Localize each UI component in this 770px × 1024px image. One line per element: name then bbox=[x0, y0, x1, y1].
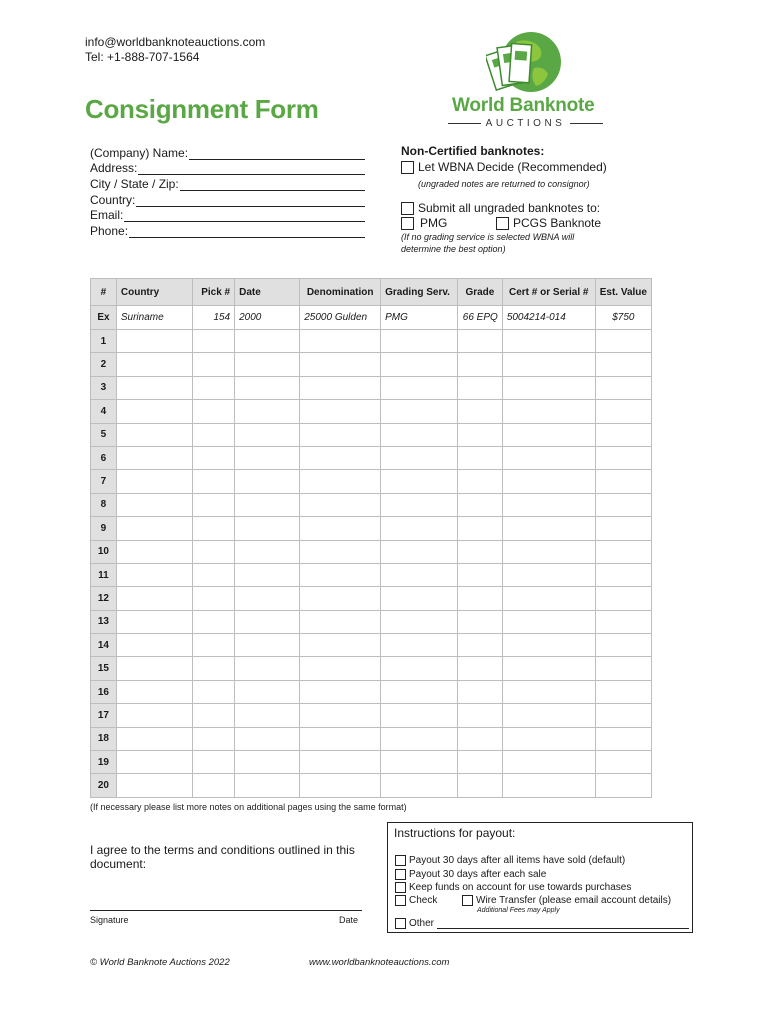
table-cell[interactable] bbox=[300, 470, 381, 493]
example-cell: 25000 Gulden bbox=[300, 306, 381, 330]
table-cell[interactable] bbox=[458, 727, 503, 750]
field-line[interactable] bbox=[180, 179, 365, 191]
table-cell[interactable] bbox=[300, 634, 381, 657]
table-cell[interactable] bbox=[300, 751, 381, 774]
col-header: Cert # or Serial # bbox=[502, 279, 595, 306]
table-row bbox=[91, 330, 652, 353]
row-number: 1 bbox=[91, 330, 117, 353]
table-cell[interactable] bbox=[116, 634, 192, 657]
table-row bbox=[91, 704, 652, 727]
table-cell[interactable] bbox=[502, 470, 595, 493]
table-cell[interactable] bbox=[595, 704, 651, 727]
table-body bbox=[91, 306, 652, 798]
payout-method-row bbox=[395, 894, 671, 907]
field-line[interactable] bbox=[136, 195, 365, 207]
table-cell[interactable] bbox=[193, 517, 235, 540]
table-note: (If necessary please list more notes on additional pages using the same format) bbox=[90, 802, 407, 812]
table-cell[interactable] bbox=[235, 446, 300, 469]
table-cell[interactable] bbox=[502, 423, 595, 446]
table-row bbox=[91, 563, 652, 586]
table-cell[interactable] bbox=[595, 330, 651, 353]
email-field[interactable] bbox=[90, 207, 365, 223]
table-cell[interactable] bbox=[193, 563, 235, 586]
table-cell[interactable] bbox=[381, 563, 458, 586]
table-cell[interactable] bbox=[193, 470, 235, 493]
table-cell[interactable] bbox=[116, 751, 192, 774]
table-cell[interactable] bbox=[116, 680, 192, 703]
table-cell[interactable] bbox=[300, 423, 381, 446]
table-cell[interactable] bbox=[381, 330, 458, 353]
table-cell[interactable] bbox=[595, 634, 651, 657]
table-cell[interactable] bbox=[235, 470, 300, 493]
table-row bbox=[91, 657, 652, 680]
row-number: 5 bbox=[91, 423, 117, 446]
table-cell[interactable] bbox=[595, 587, 651, 610]
table-cell[interactable] bbox=[381, 727, 458, 750]
table-cell[interactable] bbox=[502, 493, 595, 516]
field-label: City / State / Zip: bbox=[90, 177, 179, 192]
table-cell[interactable] bbox=[300, 774, 381, 797]
country-field[interactable] bbox=[90, 191, 365, 207]
table-cell[interactable] bbox=[381, 423, 458, 446]
table-cell[interactable] bbox=[116, 423, 192, 446]
payout-option-keep-funds[interactable] bbox=[395, 881, 671, 894]
no-service-note: (If no grading service is selected WBNA will determine the best option) bbox=[401, 232, 575, 254]
table-cell[interactable] bbox=[458, 634, 503, 657]
table-cell[interactable] bbox=[381, 353, 458, 376]
example-cell: 5004214-014 bbox=[502, 306, 595, 330]
table-row bbox=[91, 376, 652, 399]
table-cell[interactable] bbox=[458, 563, 503, 586]
payout-instructions-box bbox=[387, 822, 693, 933]
field-line[interactable] bbox=[189, 148, 365, 160]
row-number: 6 bbox=[91, 446, 117, 469]
example-cell: 154 bbox=[193, 306, 235, 330]
table-cell[interactable] bbox=[235, 540, 300, 563]
table-cell[interactable] bbox=[300, 330, 381, 353]
table-row bbox=[91, 727, 652, 750]
pmg-label: PMG bbox=[420, 216, 448, 230]
row-number: 10 bbox=[91, 540, 117, 563]
table-cell[interactable] bbox=[381, 751, 458, 774]
decide-note: (ungraded notes are returned to consignor) bbox=[418, 179, 590, 189]
signature-line[interactable] bbox=[90, 910, 362, 911]
table-cell[interactable] bbox=[116, 727, 192, 750]
table-cell[interactable] bbox=[595, 680, 651, 703]
table-cell[interactable] bbox=[193, 634, 235, 657]
col-header: Grade bbox=[458, 279, 503, 306]
option-label: Payout 30 days after each sale bbox=[409, 868, 547, 880]
table-cell[interactable] bbox=[193, 727, 235, 750]
table-cell[interactable] bbox=[193, 540, 235, 563]
field-line[interactable] bbox=[129, 226, 365, 238]
form-title: Consignment Form bbox=[85, 94, 319, 124]
table-row bbox=[91, 470, 652, 493]
row-number: 9 bbox=[91, 517, 117, 540]
table-cell[interactable] bbox=[595, 423, 651, 446]
table-cell[interactable] bbox=[300, 704, 381, 727]
table-row bbox=[91, 540, 652, 563]
row-number: 11 bbox=[91, 563, 117, 586]
table-cell[interactable] bbox=[116, 563, 192, 586]
globe-banknote-icon bbox=[486, 28, 561, 96]
table-cell[interactable] bbox=[235, 376, 300, 399]
table-cell[interactable] bbox=[116, 704, 192, 727]
table-cell[interactable] bbox=[300, 446, 381, 469]
col-header: Est. Value bbox=[595, 279, 651, 306]
payout-option-other[interactable] bbox=[395, 917, 689, 929]
table-cell[interactable] bbox=[502, 610, 595, 633]
table-cell[interactable] bbox=[300, 376, 381, 399]
pcgs-label: PCGS Banknote bbox=[513, 216, 602, 230]
table-cell[interactable] bbox=[595, 517, 651, 540]
table-cell[interactable] bbox=[381, 540, 458, 563]
non-certified-section bbox=[401, 144, 641, 255]
table-cell[interactable] bbox=[502, 727, 595, 750]
table-row bbox=[91, 587, 652, 610]
checkbox[interactable] bbox=[395, 855, 406, 866]
col-header: # bbox=[91, 279, 117, 306]
table-cell[interactable] bbox=[235, 353, 300, 376]
option-label: Let WBNA Decide (Recommended) bbox=[418, 160, 607, 174]
table-cell[interactable] bbox=[458, 680, 503, 703]
table-cell[interactable] bbox=[235, 517, 300, 540]
table-cell[interactable] bbox=[502, 446, 595, 469]
col-header: Date bbox=[235, 279, 300, 306]
table-cell[interactable] bbox=[381, 493, 458, 516]
table-cell[interactable] bbox=[193, 587, 235, 610]
table-cell[interactable] bbox=[502, 376, 595, 399]
table-header-row bbox=[91, 279, 652, 306]
table-cell[interactable] bbox=[300, 727, 381, 750]
option-submit-ungraded[interactable] bbox=[401, 201, 641, 215]
row-number: 15 bbox=[91, 657, 117, 680]
agreement-text: I agree to the terms and conditions outlined in this document: bbox=[90, 843, 355, 871]
table-cell[interactable] bbox=[458, 587, 503, 610]
table-row bbox=[91, 353, 652, 376]
example-cell: $750 bbox=[595, 306, 651, 330]
row-number: Ex bbox=[91, 306, 117, 330]
table-cell[interactable] bbox=[116, 493, 192, 516]
col-header: Grading Serv. bbox=[381, 279, 458, 306]
brand-logo bbox=[448, 28, 603, 133]
other-label: Other bbox=[409, 918, 435, 929]
pmg-checkbox[interactable] bbox=[401, 217, 414, 230]
check-checkbox[interactable] bbox=[395, 895, 406, 906]
table-cell[interactable] bbox=[235, 587, 300, 610]
example-cell: PMG bbox=[381, 306, 458, 330]
option-label: Payout 30 days after all items have sold (default) bbox=[409, 855, 626, 867]
table-row bbox=[91, 423, 652, 446]
table-cell[interactable] bbox=[235, 493, 300, 516]
row-number: 3 bbox=[91, 376, 117, 399]
table-cell[interactable] bbox=[458, 376, 503, 399]
table-cell[interactable] bbox=[502, 517, 595, 540]
table-row bbox=[91, 680, 652, 703]
option-label: Keep funds on account for use towards purchases bbox=[409, 881, 632, 893]
contact-email: info@worldbanknoteauctions.com bbox=[85, 35, 266, 49]
table-cell[interactable] bbox=[595, 540, 651, 563]
checkbox[interactable] bbox=[395, 918, 406, 929]
table-cell[interactable] bbox=[502, 400, 595, 423]
field-line[interactable] bbox=[124, 210, 365, 222]
company-name-field[interactable] bbox=[90, 144, 365, 160]
table-cell[interactable] bbox=[458, 540, 503, 563]
table-cell[interactable] bbox=[300, 587, 381, 610]
table-cell[interactable] bbox=[116, 540, 192, 563]
table-cell[interactable] bbox=[458, 704, 503, 727]
row-number: 19 bbox=[91, 751, 117, 774]
table-cell[interactable] bbox=[502, 330, 595, 353]
field-label: Phone: bbox=[90, 224, 129, 239]
table-cell[interactable] bbox=[381, 680, 458, 703]
row-number: 14 bbox=[91, 634, 117, 657]
row-number: 13 bbox=[91, 610, 117, 633]
consignor-fields bbox=[90, 144, 365, 238]
wire-checkbox[interactable] bbox=[462, 895, 473, 906]
divider bbox=[570, 123, 603, 124]
table-cell[interactable] bbox=[300, 563, 381, 586]
table-cell[interactable] bbox=[595, 751, 651, 774]
table-cell[interactable] bbox=[595, 446, 651, 469]
example-row bbox=[91, 306, 652, 330]
table-cell[interactable] bbox=[595, 376, 651, 399]
table-cell[interactable] bbox=[381, 610, 458, 633]
checkbox[interactable] bbox=[395, 882, 406, 893]
table-cell[interactable] bbox=[502, 353, 595, 376]
field-label: Email: bbox=[90, 208, 124, 223]
table-cell[interactable] bbox=[235, 634, 300, 657]
table-cell[interactable] bbox=[300, 610, 381, 633]
table-cell[interactable] bbox=[381, 376, 458, 399]
table-cell[interactable] bbox=[193, 353, 235, 376]
field-line[interactable] bbox=[138, 163, 365, 175]
table-cell[interactable] bbox=[458, 423, 503, 446]
table-cell[interactable] bbox=[458, 751, 503, 774]
table-cell[interactable] bbox=[193, 704, 235, 727]
table-cell[interactable] bbox=[235, 774, 300, 797]
row-number: 17 bbox=[91, 704, 117, 727]
table-cell[interactable] bbox=[458, 774, 503, 797]
table-cell[interactable] bbox=[502, 751, 595, 774]
table-cell[interactable] bbox=[116, 517, 192, 540]
table-cell[interactable] bbox=[193, 446, 235, 469]
row-number: 8 bbox=[91, 493, 117, 516]
table-cell[interactable] bbox=[193, 423, 235, 446]
signature-label: Signature bbox=[90, 915, 129, 925]
table-cell[interactable] bbox=[595, 493, 651, 516]
table-cell[interactable] bbox=[502, 774, 595, 797]
payout-heading: Instructions for payout: bbox=[394, 826, 516, 840]
table-cell[interactable] bbox=[300, 540, 381, 563]
table-cell[interactable] bbox=[193, 330, 235, 353]
table-cell[interactable] bbox=[458, 446, 503, 469]
table-cell[interactable] bbox=[116, 470, 192, 493]
table-cell[interactable] bbox=[235, 751, 300, 774]
table-cell[interactable] bbox=[235, 657, 300, 680]
table-cell[interactable] bbox=[502, 657, 595, 680]
field-label: Address: bbox=[90, 161, 138, 176]
table-cell[interactable] bbox=[595, 353, 651, 376]
payout-options bbox=[395, 854, 671, 908]
table-cell[interactable] bbox=[235, 610, 300, 633]
banknote-table bbox=[90, 278, 652, 798]
field-label: Country: bbox=[90, 192, 136, 207]
row-number: 18 bbox=[91, 727, 117, 750]
row-number: 4 bbox=[91, 400, 117, 423]
row-number: 7 bbox=[91, 470, 117, 493]
table-row bbox=[91, 634, 652, 657]
table-cell[interactable] bbox=[193, 376, 235, 399]
table-cell[interactable] bbox=[381, 657, 458, 680]
row-number: 2 bbox=[91, 353, 117, 376]
table-row bbox=[91, 493, 652, 516]
table-cell[interactable] bbox=[595, 563, 651, 586]
table-cell[interactable] bbox=[502, 540, 595, 563]
table-cell[interactable] bbox=[595, 610, 651, 633]
table-cell[interactable] bbox=[300, 680, 381, 703]
row-number: 16 bbox=[91, 680, 117, 703]
check-label: Check bbox=[409, 895, 438, 907]
brand-name: World Banknote bbox=[452, 95, 595, 116]
checkbox[interactable] bbox=[401, 161, 414, 174]
table-cell[interactable] bbox=[458, 517, 503, 540]
table-cell[interactable] bbox=[381, 634, 458, 657]
table-row bbox=[91, 610, 652, 633]
table-cell[interactable] bbox=[193, 680, 235, 703]
table-cell[interactable] bbox=[595, 774, 651, 797]
table-cell[interactable] bbox=[502, 704, 595, 727]
table-cell[interactable] bbox=[116, 657, 192, 680]
wire-label: Wire Transfer (please email account details) bbox=[476, 895, 672, 907]
brand-subtitle: AUCTIONS bbox=[485, 118, 566, 129]
table-row bbox=[91, 751, 652, 774]
table-cell[interactable] bbox=[235, 400, 300, 423]
grading-service-options bbox=[401, 216, 641, 230]
checkbox[interactable] bbox=[401, 202, 414, 215]
table-cell[interactable] bbox=[502, 563, 595, 586]
table-row bbox=[91, 400, 652, 423]
table-cell[interactable] bbox=[458, 493, 503, 516]
row-number: 12 bbox=[91, 587, 117, 610]
table-cell[interactable] bbox=[381, 470, 458, 493]
city-state-zip-field[interactable] bbox=[90, 175, 365, 191]
col-header: Country bbox=[116, 279, 192, 306]
row-number: 20 bbox=[91, 774, 117, 797]
table-cell[interactable] bbox=[595, 657, 651, 680]
website: www.worldbanknoteauctions.com bbox=[309, 957, 450, 968]
table-cell[interactable] bbox=[381, 517, 458, 540]
payout-option-all-sold[interactable] bbox=[395, 854, 671, 867]
field-label: (Company) Name: bbox=[90, 145, 189, 160]
table-cell[interactable] bbox=[300, 353, 381, 376]
example-cell: 66 EPQ bbox=[458, 306, 503, 330]
table-cell[interactable] bbox=[193, 751, 235, 774]
table-cell[interactable] bbox=[235, 330, 300, 353]
pcgs-checkbox[interactable] bbox=[496, 217, 509, 230]
table-cell[interactable] bbox=[458, 470, 503, 493]
table-cell[interactable] bbox=[458, 330, 503, 353]
table-row bbox=[91, 517, 652, 540]
table-cell[interactable] bbox=[116, 353, 192, 376]
table-cell[interactable] bbox=[300, 517, 381, 540]
table-cell[interactable] bbox=[595, 470, 651, 493]
table-cell[interactable] bbox=[116, 587, 192, 610]
col-header: Denomination bbox=[300, 279, 381, 306]
fees-note: Additional Fees may Apply bbox=[477, 907, 560, 914]
table-cell[interactable] bbox=[502, 587, 595, 610]
col-header: Pick # bbox=[193, 279, 235, 306]
table-cell[interactable] bbox=[116, 330, 192, 353]
contact-info bbox=[85, 35, 265, 65]
table-cell[interactable] bbox=[193, 493, 235, 516]
address-field[interactable] bbox=[90, 160, 365, 176]
table-cell[interactable] bbox=[458, 400, 503, 423]
table-cell[interactable] bbox=[116, 446, 192, 469]
table-cell[interactable] bbox=[116, 774, 192, 797]
contact-phone: Tel: +1-888-707-1564 bbox=[85, 50, 200, 64]
date-label: Date bbox=[339, 915, 359, 925]
table-cell[interactable] bbox=[235, 704, 300, 727]
option-wbna-decide[interactable] bbox=[401, 160, 641, 174]
table-cell[interactable] bbox=[116, 376, 192, 399]
phone-field[interactable] bbox=[90, 222, 365, 238]
table-cell[interactable] bbox=[595, 727, 651, 750]
table-cell[interactable] bbox=[458, 610, 503, 633]
payout-option-each-sale[interactable] bbox=[395, 867, 671, 880]
table-cell[interactable] bbox=[502, 680, 595, 703]
table-cell[interactable] bbox=[193, 400, 235, 423]
table-cell[interactable] bbox=[381, 704, 458, 727]
example-cell: 2000 bbox=[235, 306, 300, 330]
table-cell[interactable] bbox=[116, 610, 192, 633]
table-cell[interactable] bbox=[193, 774, 235, 797]
table-cell[interactable] bbox=[235, 680, 300, 703]
table-cell[interactable] bbox=[235, 423, 300, 446]
table-cell[interactable] bbox=[381, 400, 458, 423]
table-cell[interactable] bbox=[502, 634, 595, 657]
table-row bbox=[91, 774, 652, 797]
table-cell[interactable] bbox=[458, 657, 503, 680]
table-cell[interactable] bbox=[300, 657, 381, 680]
table-cell[interactable] bbox=[381, 446, 458, 469]
option-label: Submit all ungraded banknotes to: bbox=[418, 201, 601, 215]
table-cell[interactable] bbox=[235, 727, 300, 750]
table-cell[interactable] bbox=[235, 563, 300, 586]
example-cell: Suriname bbox=[116, 306, 192, 330]
table-row bbox=[91, 446, 652, 469]
table-cell[interactable] bbox=[458, 353, 503, 376]
table-cell[interactable] bbox=[381, 774, 458, 797]
copyright: © World Banknote Auctions 2022 bbox=[90, 957, 230, 968]
table-cell[interactable] bbox=[116, 400, 192, 423]
table-cell[interactable] bbox=[381, 587, 458, 610]
table-cell[interactable] bbox=[193, 657, 235, 680]
table-cell[interactable] bbox=[300, 493, 381, 516]
brand-subtitle-row bbox=[448, 118, 603, 129]
table-cell[interactable] bbox=[193, 610, 235, 633]
divider bbox=[448, 123, 481, 124]
other-line[interactable] bbox=[437, 917, 689, 929]
table-cell[interactable] bbox=[595, 400, 651, 423]
checkbox[interactable] bbox=[395, 869, 406, 880]
non-certified-heading: Non-Certified banknotes: bbox=[401, 144, 545, 158]
table-cell[interactable] bbox=[300, 400, 381, 423]
